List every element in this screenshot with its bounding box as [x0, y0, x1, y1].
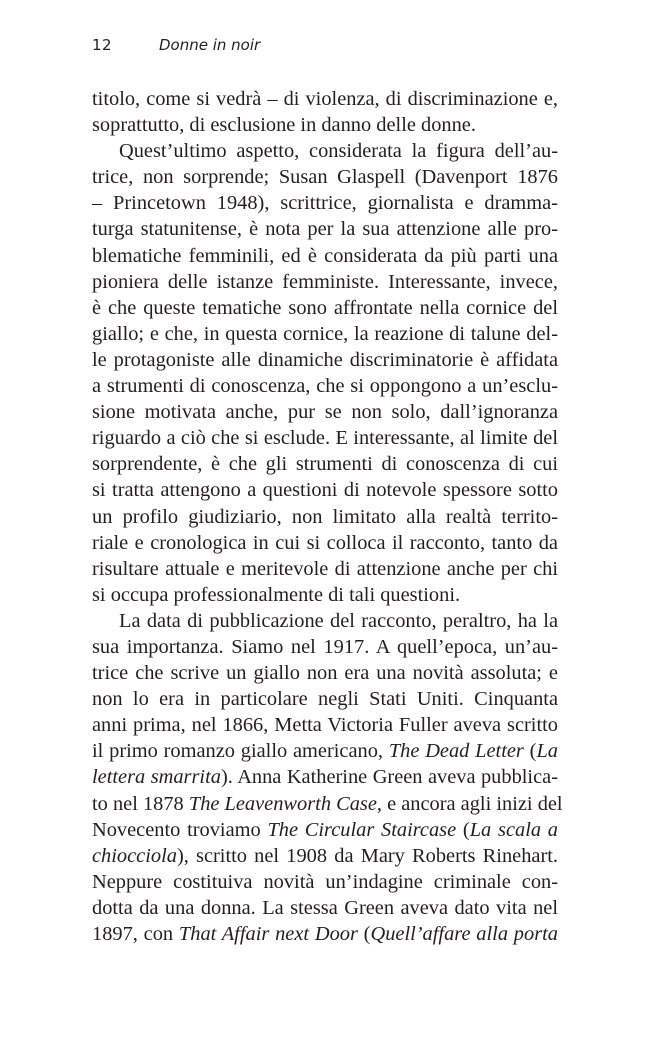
- text-run: le protagoniste alle dinamiche discriminatorie è affidata: [92, 348, 558, 371]
- text-run: (: [357, 923, 371, 945]
- running-header: [92, 36, 558, 60]
- text-run: anni prima, nel 1866, Metta Victoria Fuller aveva scritto: [92, 714, 558, 737]
- text-run: La data di pubblicazione del racconto, peraltro, ha la: [119, 609, 558, 632]
- text-run: un profilo giudiziario, non limitato alla realtà territo-: [92, 505, 558, 528]
- text-line: [92, 190, 558, 216]
- text-run: si occupa professionalmente di tali questioni.: [92, 583, 461, 606]
- text-run: Novecento troviamo: [92, 818, 268, 841]
- text-run: 1897, con: [92, 923, 179, 945]
- text-line: [92, 608, 558, 634]
- text-line: [92, 164, 558, 190]
- text-run: titolo, come si vedrà – di violenza, di discriminazione e,: [92, 88, 558, 110]
- text-line: [92, 869, 558, 895]
- text-run: riguardo a ciò che si esclude. E interessante, al limite del: [92, 427, 558, 450]
- text-run: soprattutto, di esclusione in danno delle donne.: [92, 114, 476, 137]
- text-line: [92, 895, 558, 921]
- text-run: blematiche femminili, ed è considerata da più parti una: [92, 244, 558, 267]
- text-run: sione motivata anche, pur se non solo, dall’ignoranza: [92, 401, 558, 424]
- text-line: [92, 477, 558, 503]
- text-line: [92, 504, 558, 530]
- text-line: [92, 216, 558, 242]
- text-run: turga statunitense, è nota per la sua attenzione alle pro-: [92, 218, 558, 241]
- paragraph: [92, 86, 558, 138]
- italic-title: The Dead Letter: [388, 740, 524, 763]
- text-line: [92, 764, 558, 790]
- text-run: pioniera delle istanze femministe. Interessante, invece,: [92, 270, 558, 293]
- text-run: ), scritto nel 1908 da Mary Roberts Rinehart.: [176, 844, 558, 867]
- paragraph: [92, 608, 563, 947]
- italic-title: Quell’affare alla porta: [370, 923, 558, 945]
- text-run: il primo romanzo giallo americano,: [92, 740, 389, 763]
- text-run: riale e cronologica in cui si colloca il racconto, tanto da: [92, 531, 558, 554]
- text-line: [92, 373, 558, 399]
- italic-title: chiocciola: [92, 844, 177, 867]
- text-line: [92, 425, 558, 451]
- italic-title: La: [536, 740, 559, 763]
- text-line: [92, 791, 563, 817]
- text-line: [92, 243, 558, 269]
- page-number: 12: [92, 36, 113, 54]
- running-title: Donne in noir: [159, 36, 261, 54]
- text-run: Quest’ultimo aspetto, considerata la figura dell’au-: [119, 140, 558, 163]
- text-run: Neppure costituiva novità un’indagine criminale con-: [92, 870, 558, 893]
- text-run: – Princetown 1948), scrittrice, giornalista e dramma-: [92, 192, 558, 215]
- italic-title: lettera smarrita: [92, 766, 221, 789]
- text-line: [92, 921, 558, 947]
- italic-title: The Leavenworth Case: [188, 792, 377, 815]
- text-run: non lo era in particolare negli Stati Uniti. Cinquanta: [92, 688, 558, 711]
- text-line: [92, 321, 558, 347]
- italic-title: La scala a: [469, 818, 558, 841]
- text-line: [92, 634, 558, 660]
- text-line: [92, 138, 558, 164]
- text-line: [92, 530, 558, 556]
- text-line: [92, 582, 558, 608]
- text-run: sorprendente, è che gli strumenti di conoscenza di cui: [92, 453, 558, 476]
- text-line: [92, 86, 558, 112]
- text-run: a strumenti di conoscenza, che si oppongono a un’esclu-: [92, 375, 558, 398]
- text-line: [92, 295, 558, 321]
- text-run: è che queste tematiche sono affrontate nella cornice del: [92, 296, 558, 319]
- text-run: (: [523, 740, 537, 763]
- text-line: [92, 399, 558, 425]
- text-line: [92, 686, 558, 712]
- text-line: [92, 843, 558, 869]
- text-line: [92, 269, 558, 295]
- text-line: [92, 347, 558, 373]
- text-line: [92, 712, 558, 738]
- text-line: [92, 112, 558, 138]
- text-line: [92, 451, 558, 477]
- text-run: giallo; e che, in questa cornice, la reazione di talune del-: [92, 322, 558, 345]
- text-run: , e ancora agli inizi del: [376, 792, 563, 815]
- text-run: to nel 1878: [92, 792, 189, 815]
- text-line: [92, 738, 558, 764]
- text-run: dotta da una donna. La stessa Green aveva dato vita nel: [92, 896, 558, 919]
- paragraph: [92, 138, 558, 608]
- text-run: si tratta attengono a questioni di notevole spessore sotto: [92, 479, 558, 502]
- text-line: [92, 556, 558, 582]
- italic-title: The Circular Staircase: [267, 818, 457, 841]
- text-run: (: [456, 818, 470, 841]
- text-line: [92, 660, 558, 686]
- body-text: [92, 86, 563, 947]
- text-run: trice che scrive un giallo non era una novità assoluta; e: [92, 662, 558, 685]
- text-run: risultare attuale e meritevole di attenzione anche per chi: [92, 557, 558, 580]
- italic-title: That Affair next Door: [178, 923, 358, 945]
- text-run: ). Anna Katherine Green aveva pubblica-: [220, 766, 558, 789]
- text-run: sua importanza. Siamo nel 1917. A quell’epoca, un’au-: [92, 635, 558, 658]
- text-run: trice, non sorprende; Susan Glaspell (Davenport 1876: [92, 166, 558, 189]
- text-line: [92, 817, 558, 843]
